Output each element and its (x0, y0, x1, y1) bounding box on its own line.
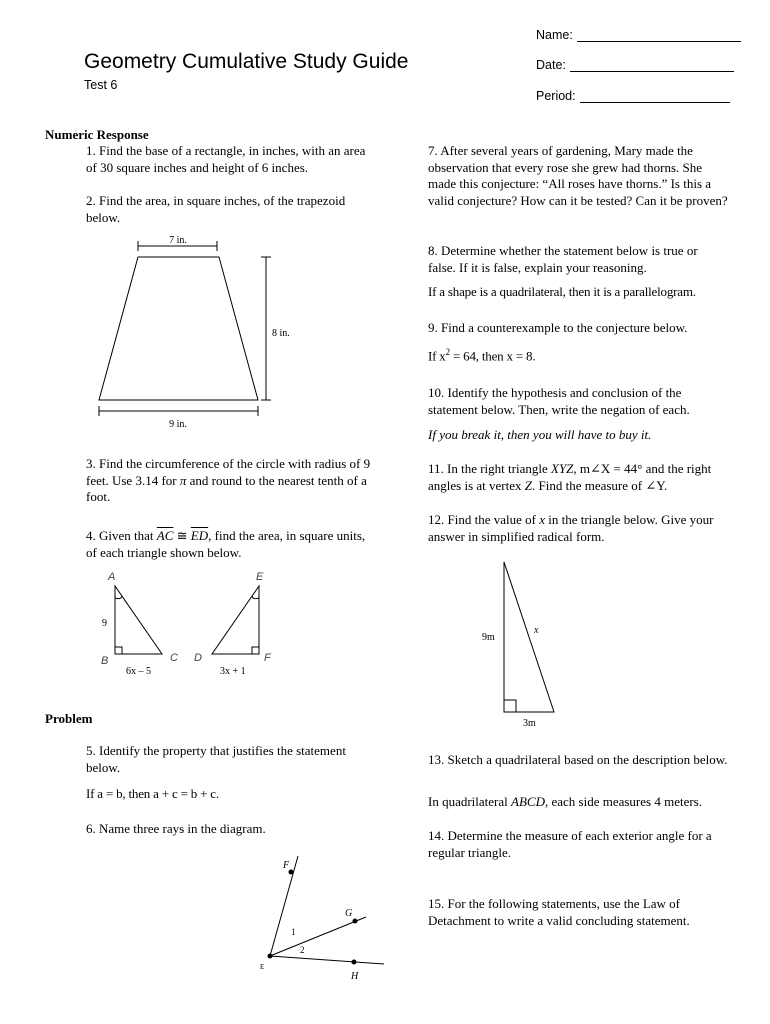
question-14: 14. Determine the measure of each exterior angle for a regular triangle. (428, 828, 712, 860)
angle-2-label: 2 (300, 945, 305, 955)
trapezoid-figure (90, 228, 290, 434)
name-label: Name: (536, 28, 573, 42)
vertex-b-label: B (101, 655, 109, 667)
side-length-label: 9 (102, 618, 107, 629)
question-7: 7. After several years of gardening, Mary made the observation that every rose she grew had thorns. She made this conjecture: “All roses have thorns.” Is this a valid conjecture? How can it be tested? Can it be proven? (428, 143, 728, 208)
question-4-text-b: , find the area, in square units, of each triangle shown below. (86, 528, 366, 560)
question-9: 9. Find a counterexample to the conjecture below. (428, 320, 688, 335)
rays-figure (250, 852, 390, 987)
ray-point-f: F (283, 860, 290, 871)
vertex-z: Z (524, 477, 532, 493)
date-field[interactable] (536, 57, 734, 72)
vertex-d-label: D (194, 652, 202, 664)
question-10: 10. Identify the hypothesis and conclusion of the statement below. Then, write the negation of each. (428, 385, 690, 417)
question-2: 2. Find the area, in square inches, of the trapezoid below. (86, 193, 346, 225)
name-line[interactable] (577, 27, 741, 42)
section-numeric-response: Numeric Response (45, 127, 149, 142)
period-label: Period: (536, 89, 576, 103)
question-4-text-a: 4. Given that (86, 528, 157, 543)
trapezoid-top-label: 7 in. (169, 235, 187, 246)
vertex-a-label: A (108, 571, 116, 583)
question-11-text-a: 11. In the right triangle (428, 461, 551, 476)
angle-1-label: 1 (291, 927, 296, 937)
variable-x: x (539, 512, 545, 527)
question-12-text-b: in the triangle below. Give your answer in simplified radical form. (428, 512, 714, 544)
ray-point-g: G (345, 908, 353, 919)
quadrilateral-name: ABCD (511, 794, 545, 809)
date-line[interactable] (570, 57, 734, 72)
question-13: 13. Sketch a quadrilateral based on the description below. (428, 752, 728, 767)
page-title: Geometry Cumulative Study Guide (84, 50, 409, 73)
question-8: 8. Determine whether the statement below is true or false. If it is false, explain your reasoning. (428, 243, 698, 275)
right-triangle-figure (470, 556, 570, 728)
question-4 (86, 528, 366, 561)
trapezoid-height-label: 8 in. (272, 328, 290, 339)
question-10-statement: If you break it, then you will have to buy it. (428, 427, 652, 442)
vertex-e-label: E (256, 571, 264, 583)
question-13-text-b: , each side measures 4 meters. (544, 794, 702, 809)
triangles-figure (90, 568, 290, 680)
segment-ed: $\overline{ED}$ (190, 528, 209, 543)
question-12 (428, 512, 728, 545)
ray-point-h: H (351, 971, 359, 982)
vertex-c-label: C (170, 652, 178, 664)
question-9-text-a: If x (428, 348, 446, 364)
question-9-statement (428, 347, 535, 364)
period-line[interactable] (580, 88, 730, 103)
section-problem: Problem (45, 711, 93, 726)
name-field[interactable] (536, 27, 741, 42)
question-5: 5. Identify the property that justifies the statement below. (86, 743, 346, 775)
triangle-base-label: 3m (523, 718, 536, 729)
base-1-label: 6x – 5 (126, 666, 151, 677)
question-6: 6. Name three rays in the diagram. (86, 821, 266, 836)
period-field[interactable] (536, 88, 730, 103)
congruent-symbol: ≅ (173, 528, 191, 543)
question-11-text-c: . Find the measure of ∠Y. (531, 477, 668, 493)
question-3-text-b: and round to the nearest tenth of a foot. (86, 472, 367, 504)
question-8-statement: If a shape is a quadrilateral, then it is a parallelogram. (428, 284, 696, 299)
question-15: 15. For the following statements, use the Law of Detachment to write a valid concluding statement. (428, 896, 690, 928)
question-3-text-a: 3. Find the circumference of the circle with radius of 9 feet. Use 3.14 for (86, 456, 371, 488)
question-1: 1. Find the base of a rectangle, in inches, with an area of 30 square inches and height of 6 inches. (86, 143, 366, 175)
triangle-hypotenuse-label: x (534, 625, 539, 636)
question-11 (428, 461, 728, 494)
question-5-statement: If a = b, then a + c = b + c. (86, 786, 219, 801)
question-13-text-a: In quadrilateral (428, 794, 512, 809)
question-12-text-a: 12. Find the value of (428, 512, 540, 527)
date-label: Date: (536, 58, 566, 72)
question-11-text-b: , m∠X = 44° and the right angles is at vertex (428, 461, 712, 493)
question-13-statement (428, 794, 738, 811)
pi-symbol: π (179, 472, 187, 488)
vertex-f-label: F (264, 652, 271, 664)
triangle-side-label: 9m (482, 632, 495, 643)
question-9-exponent: 2 (445, 347, 450, 357)
ray-point-e: E (260, 963, 265, 971)
question-3 (86, 456, 386, 506)
triangle-name: XYZ (551, 461, 574, 476)
base-2-label: 3x + 1 (220, 666, 246, 677)
trapezoid-bottom-label: 9 in. (169, 419, 187, 430)
page-subtitle: Test 6 (84, 78, 118, 92)
segment-ac: $\overline{AC}$ (156, 528, 174, 543)
question-9-text-b: = 64, then x = 8. (449, 348, 536, 364)
